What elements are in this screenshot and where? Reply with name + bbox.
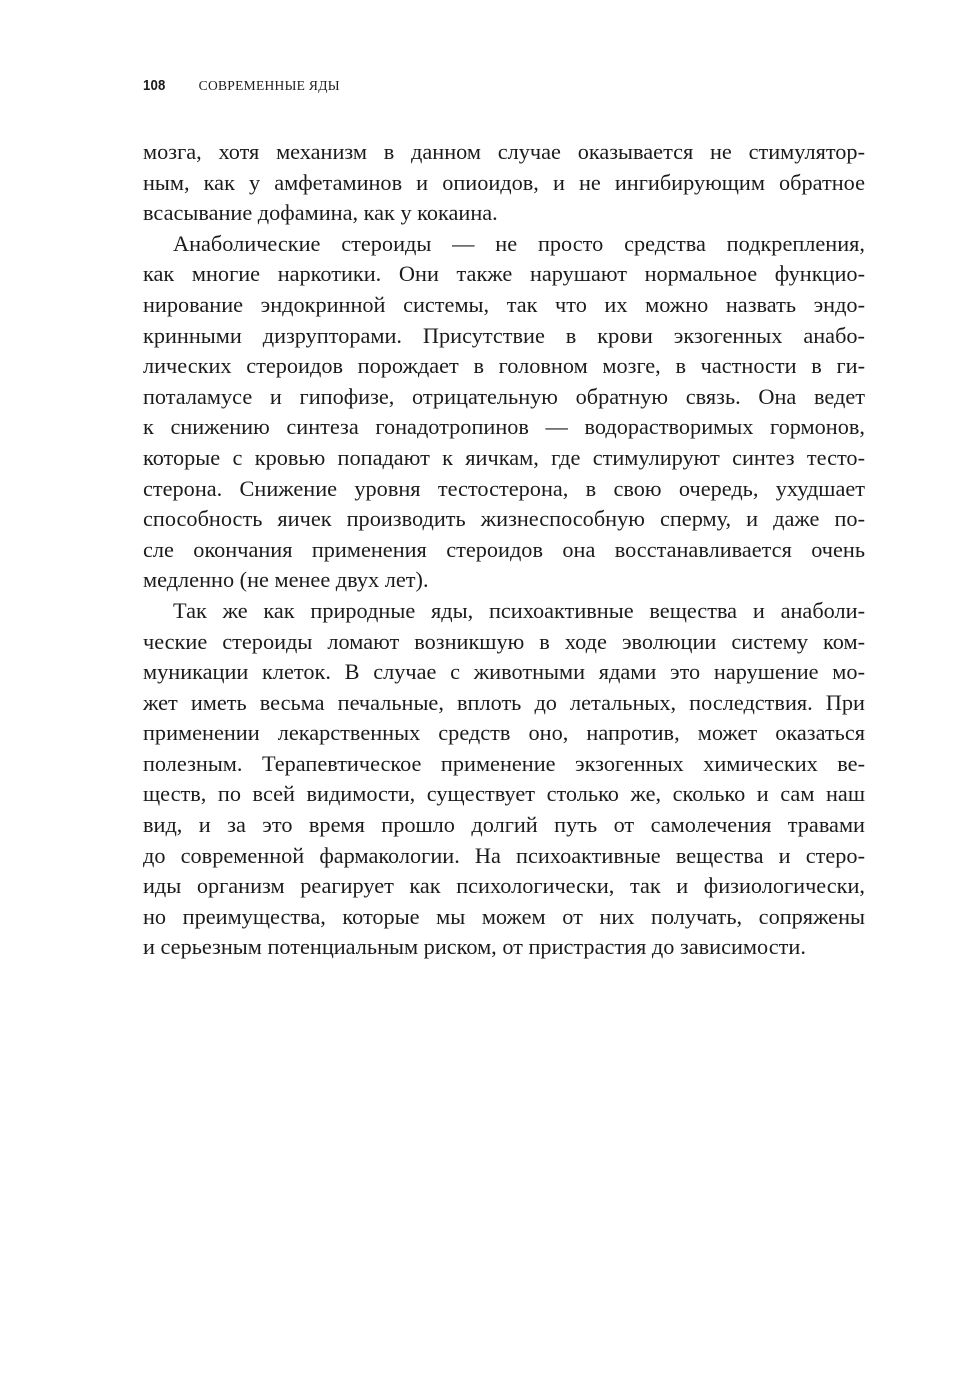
text-line: нирование эндокринной системы, так что их можно назвать эндо-: [143, 291, 865, 317]
text-line: иды организм реагирует как психологически, так и физиологически,: [143, 873, 865, 899]
text-line: сле окончания применения стероидов она восстанавливается очень: [143, 536, 865, 562]
text-line: муникации клеток. В случае с животными ядами это нарушение мо-: [143, 659, 865, 685]
text-line: стерона. Снижение уровня тестостерона, в свою очередь, ухудшает: [143, 475, 865, 501]
running-title: СОВРЕМЕННЫЕ ЯДЫ: [198, 78, 340, 93]
page-number: 108: [143, 77, 166, 94]
text-line: Так же как природные яды, психоактивные вещества и анаболи-: [173, 597, 865, 623]
text-line: Анаболические стероиды — не просто средства подкрепления,: [173, 230, 865, 256]
text-line: к снижению синтеза гонадотропинов — водорастворимых гормонов,: [143, 414, 865, 440]
text-line: которые с кровью попадают к яичкам, где стимулируют синтез тесто-: [143, 444, 865, 470]
text-line: и серьезным потенциальным риском, от пристрастия до зависимости.: [143, 934, 806, 960]
text-line: вид, и за это время прошло долгий путь от самолечения травами: [143, 812, 865, 838]
text-line: лических стероидов порождает в головном мозге, в частности в ги-: [143, 353, 865, 379]
text-line: полезным. Терапевтическое применение экзогенных химических ве-: [143, 750, 865, 776]
text-line: медленно (не менее двух лет).: [143, 567, 429, 593]
running-head: [143, 77, 340, 99]
text-line: всасывание дофамина, как у кокаина.: [143, 200, 498, 226]
text-line: мозга, хотя механизм в данном случае оказывается не стимулятор-: [143, 139, 865, 164]
text-line: применении лекарственных средств оно, напротив, может оказаться: [143, 720, 865, 746]
text-line: кринными дизрупторами. Присутствие в крови экзогенных анабо-: [143, 322, 865, 348]
text-line: но преимущества, которые мы можем от них получать, сопряжены: [143, 903, 865, 929]
text-line: до современной фармакологии. На психоактивные вещества и стеро-: [143, 842, 865, 868]
text-line: поталамусе и гипофизе, отрицательную обратную связь. Она ведет: [143, 383, 865, 409]
body-text: [143, 137, 865, 963]
text-line: ществ, по всей видимости, существует столько же, сколько и сам наш: [143, 781, 865, 807]
text-line: ным, как у амфетаминов и опиоидов, и не ингибирующим обратное: [143, 169, 865, 195]
text-line: жет иметь весьма печальные, вплоть до летальных, последствия. При: [143, 689, 865, 715]
text-line: способность яичек производить жизнеспособную сперму, и даже по-: [143, 506, 865, 532]
text-line: ческие стероиды ломают возникшую в ходе эволюции систему ком-: [143, 628, 865, 654]
text-line: как многие наркотики. Они также нарушают нормальное функцио-: [143, 261, 865, 287]
